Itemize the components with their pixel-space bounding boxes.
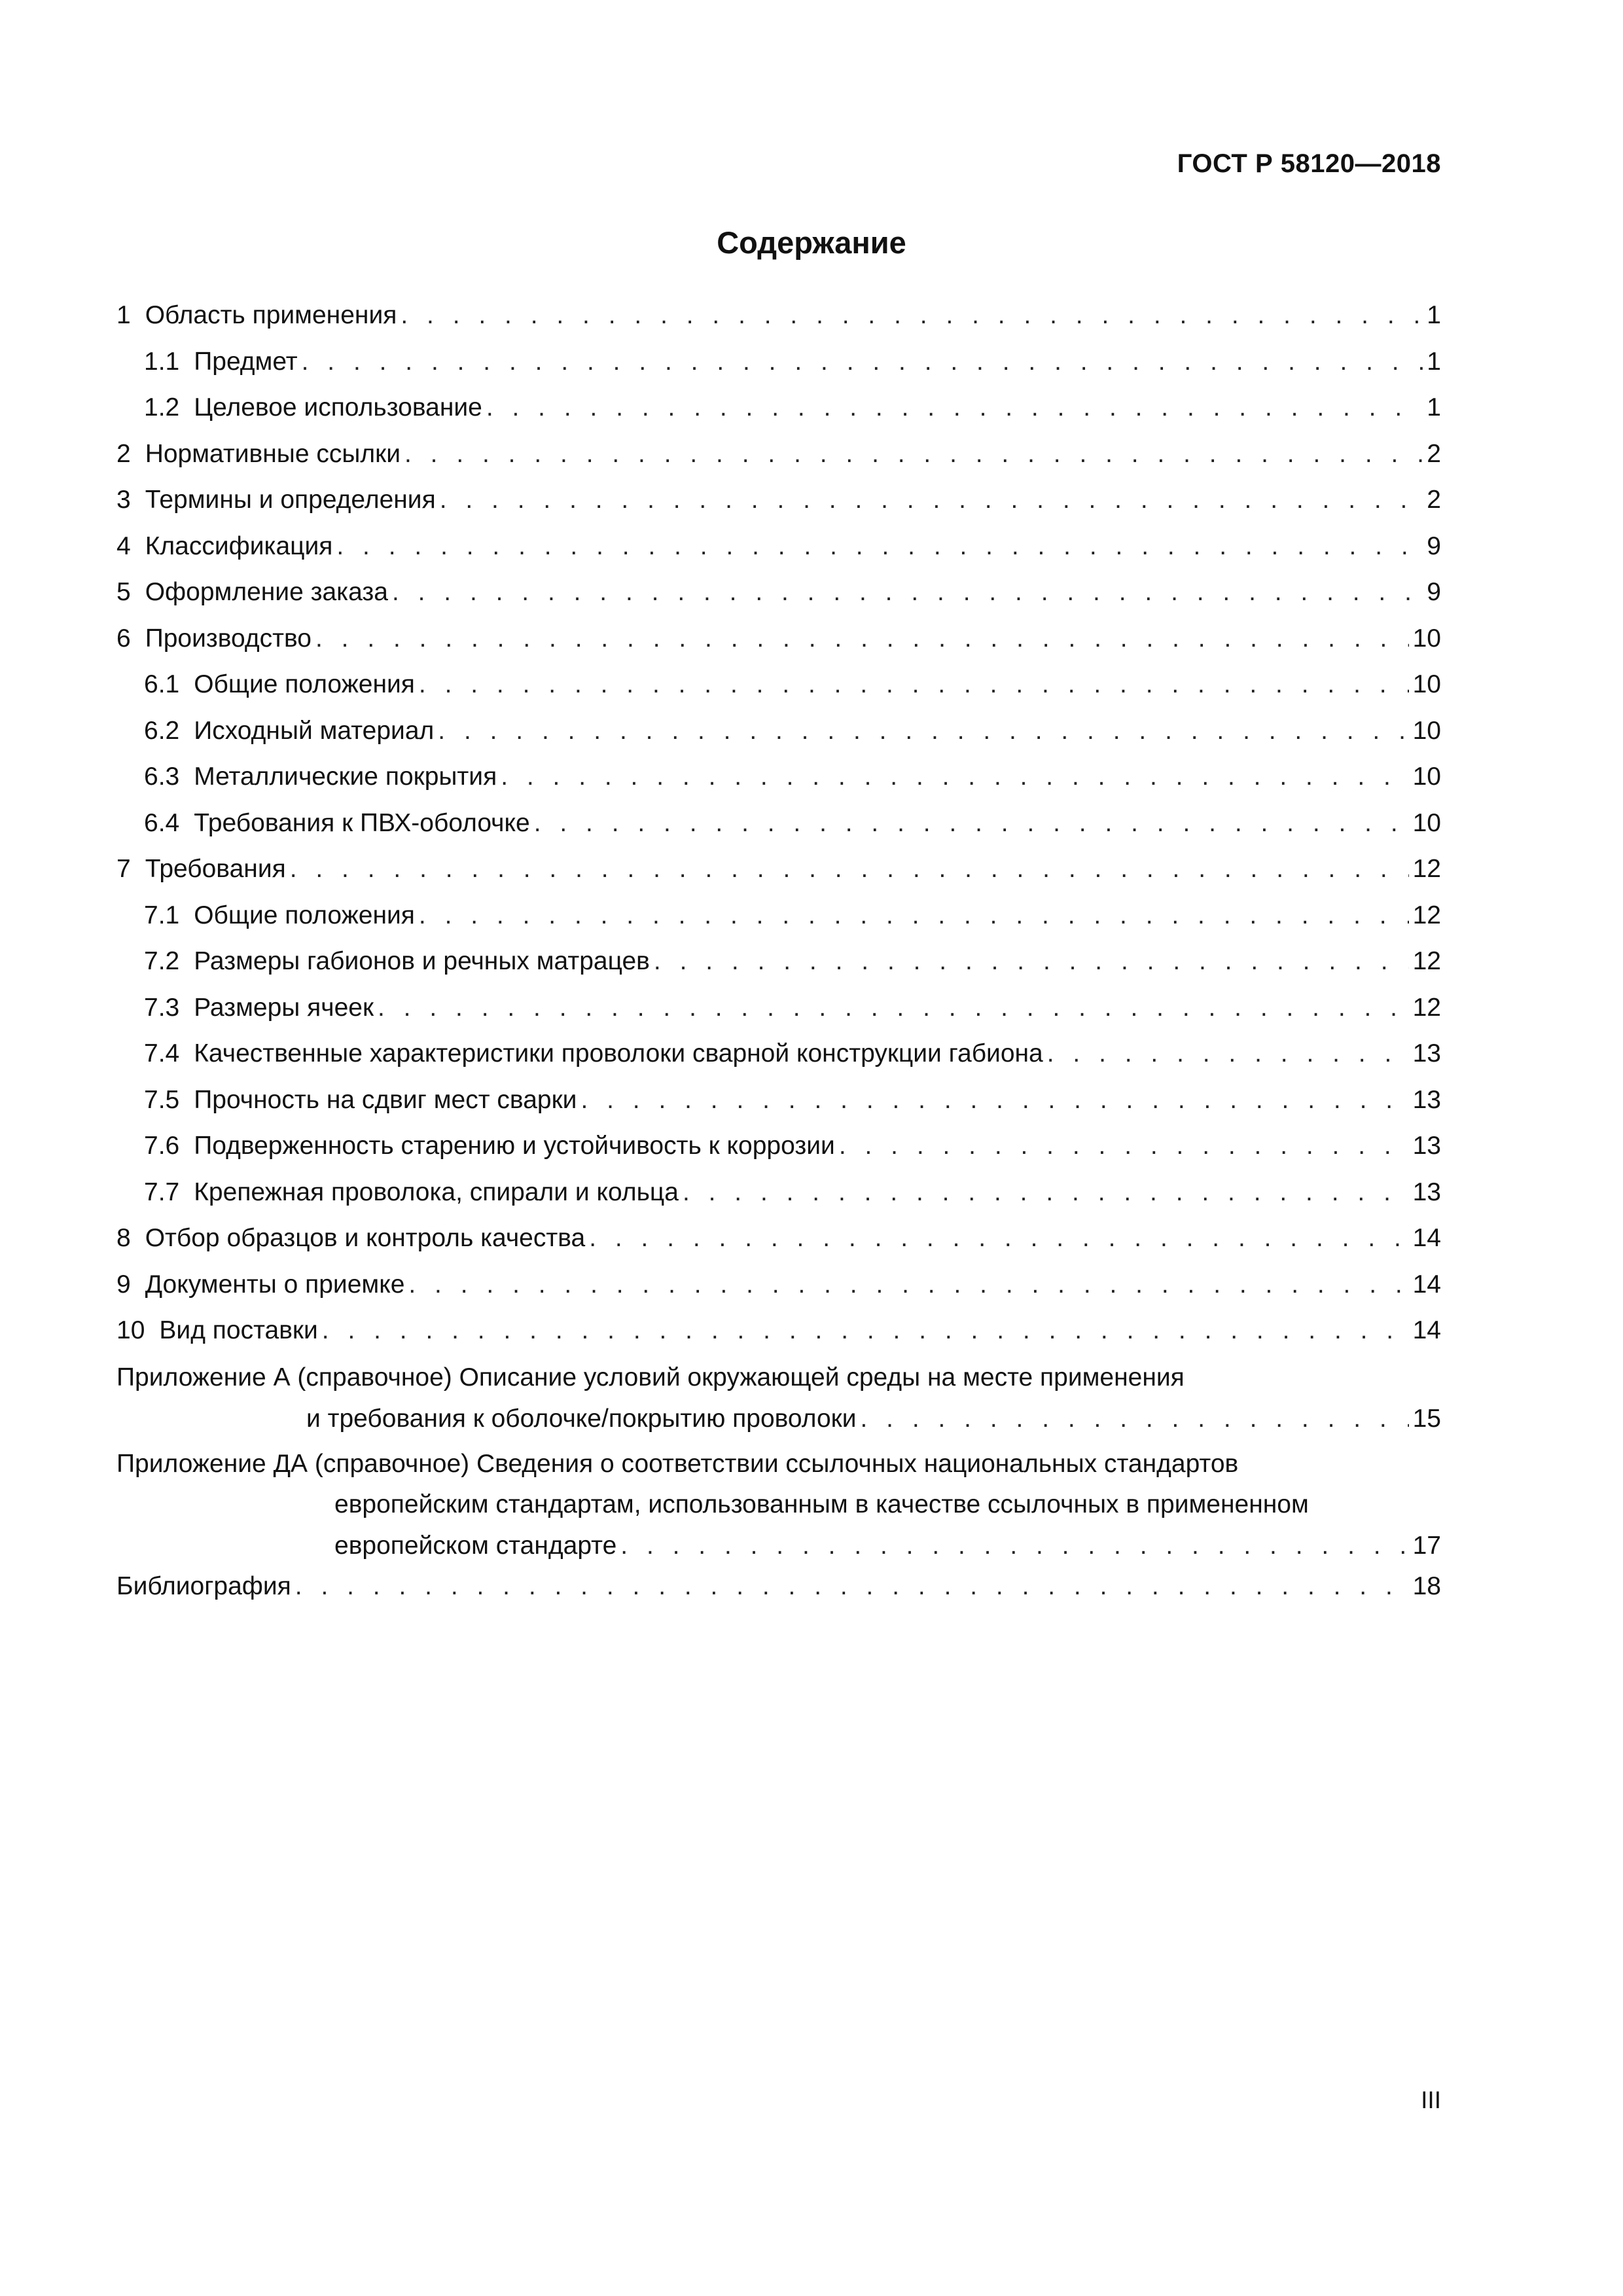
toc-page: 10	[1412, 624, 1441, 653]
toc-label: Металлические покрытия	[194, 762, 497, 791]
toc-page: 13	[1412, 1132, 1441, 1160]
toc-leader	[302, 346, 1423, 377]
toc-annex-da[interactable]	[116, 1444, 1441, 1567]
toc-number: 7.1	[144, 901, 180, 929]
toc-number: 7.3	[144, 993, 180, 1022]
toc-label: Исходный материал	[194, 716, 435, 745]
toc-number: 7.7	[144, 1177, 180, 1206]
toc-page: 14	[1412, 1270, 1441, 1299]
toc-number: 6.3	[144, 762, 180, 791]
toc-leader	[290, 853, 1409, 884]
toc-number: 3	[116, 486, 131, 514]
page-title: Содержание	[717, 225, 906, 260]
toc-item-6[interactable]	[116, 623, 1441, 670]
toc-number: 1.2	[144, 393, 180, 422]
page-number: III	[1421, 2087, 1441, 2113]
toc-page: 1	[1427, 301, 1441, 329]
toc-page: 1	[1427, 347, 1441, 376]
toc-page: 2	[1427, 486, 1441, 514]
toc-label: Размеры габионов и речных матрацев	[194, 947, 650, 975]
toc-label: Крепежная проволока, спирали и кольца	[194, 1177, 679, 1206]
toc-leader	[315, 623, 1409, 654]
toc-number: 4	[116, 531, 131, 560]
toc-label: Нормативные ссылки	[145, 439, 401, 468]
toc-page: 12	[1412, 855, 1441, 883]
toc-item-10[interactable]	[116, 1315, 1441, 1361]
document-code: ГОСТ Р 58120—2018	[1177, 149, 1441, 178]
toc-item-9[interactable]	[116, 1269, 1441, 1316]
toc-item-7-7[interactable]	[144, 1177, 1441, 1223]
annex-title-continuation: европейским стандартам, использованным в качестве ссылочных в примененном	[334, 1490, 1309, 1518]
toc-leader	[322, 1315, 1409, 1346]
toc-item-1[interactable]	[116, 300, 1441, 346]
toc-label: Вид поставки	[159, 1316, 318, 1344]
toc-item-1-2[interactable]	[144, 392, 1441, 439]
toc-leader	[620, 1525, 1408, 1567]
toc-label: Размеры ячеек	[194, 993, 374, 1022]
toc-page: 10	[1412, 808, 1441, 837]
toc-number: 7.6	[144, 1132, 180, 1160]
toc-number: 7.5	[144, 1085, 180, 1114]
toc-item-7-6[interactable]	[144, 1130, 1441, 1177]
toc-leader	[589, 1223, 1408, 1253]
toc-label: Качественные характеристики проволоки сварной конструкции габиона	[194, 1039, 1043, 1067]
toc-number: 1.1	[144, 347, 180, 376]
toc-page: 12	[1412, 901, 1441, 929]
toc-page: 9	[1427, 578, 1441, 606]
toc-item-6-2[interactable]	[144, 715, 1441, 762]
toc-leader	[440, 484, 1423, 515]
toc-page: 14	[1412, 1316, 1441, 1344]
toc-item-6-4[interactable]	[144, 808, 1441, 854]
toc-page: 14	[1412, 1224, 1441, 1252]
toc-label: Требования	[145, 855, 286, 883]
toc-leader	[404, 439, 1423, 469]
toc-item-3[interactable]	[116, 484, 1441, 531]
toc-number: 7.4	[144, 1039, 180, 1067]
toc-item-7-5[interactable]	[144, 1085, 1441, 1131]
table-of-contents	[116, 300, 1441, 1617]
toc-label: Оформление заказа	[145, 578, 388, 606]
toc-item-6-1[interactable]	[144, 669, 1441, 715]
toc-label: Библиография	[116, 1571, 291, 1600]
annex-title-continuation: и требования к оболочке/покрытию проволоки	[306, 1404, 857, 1433]
toc-label: Общие положения	[194, 901, 415, 929]
toc-label: Документы о приемке	[145, 1270, 405, 1299]
toc-leader	[378, 992, 1409, 1023]
toc-page: 13	[1412, 1039, 1441, 1067]
toc-leader	[580, 1085, 1408, 1115]
toc-page: 15	[1412, 1404, 1441, 1433]
toc-leader	[419, 900, 1409, 931]
toc-page: 10	[1412, 670, 1441, 698]
toc-number: 9	[116, 1270, 131, 1299]
toc-item-7-1[interactable]	[144, 900, 1441, 946]
toc-item-4[interactable]	[116, 531, 1441, 577]
toc-page: 1	[1427, 393, 1441, 422]
toc-leader	[295, 1571, 1409, 1602]
toc-number: 5	[116, 578, 131, 606]
toc-leader	[408, 1269, 1408, 1300]
toc-label: Требования к ПВХ-оболочке	[194, 808, 530, 837]
toc-label: Отбор образцов и контроль качества	[145, 1224, 586, 1252]
toc-page: 13	[1412, 1085, 1441, 1114]
toc-leader	[486, 392, 1423, 423]
toc-label: Подверженность старению и устойчивость к коррозии	[194, 1132, 835, 1160]
toc-leader	[336, 531, 1423, 562]
toc-label: Целевое использование	[194, 393, 482, 422]
toc-leader	[654, 946, 1409, 977]
toc-annex-a[interactable]	[116, 1357, 1441, 1440]
toc-leader	[1047, 1038, 1409, 1069]
toc-label: Прочность на сдвиг мест сварки	[194, 1085, 577, 1114]
toc-page: 10	[1412, 762, 1441, 791]
toc-page: 12	[1412, 993, 1441, 1022]
toc-number: 7	[116, 855, 131, 883]
toc-number: 6.1	[144, 670, 180, 698]
toc-number: 8	[116, 1224, 131, 1252]
toc-label: Производство	[145, 624, 312, 653]
annex-title-continuation: европейском стандарте	[334, 1531, 617, 1560]
toc-number: 1	[116, 301, 131, 329]
toc-leader	[419, 669, 1409, 700]
toc-item-7-2[interactable]	[144, 946, 1441, 992]
toc-item-8[interactable]	[116, 1223, 1441, 1269]
toc-label: Область применения	[145, 301, 397, 329]
toc-page: 10	[1412, 716, 1441, 745]
toc-page: 13	[1412, 1177, 1441, 1206]
toc-page: 12	[1412, 947, 1441, 975]
toc-label: Общие положения	[194, 670, 415, 698]
toc-page: 18	[1412, 1571, 1441, 1600]
annex-title-line: Приложение А (справочное) Описание условий окружающей среды на месте применения	[116, 1363, 1185, 1391]
toc-number: 6	[116, 624, 131, 653]
toc-bibliography[interactable]	[116, 1571, 1441, 1617]
toc-number: 6.2	[144, 716, 180, 745]
annex-title-line: Приложение ДА (справочное) Сведения о соответствии ссылочных национальных стандартов	[116, 1449, 1239, 1478]
toc-page: 9	[1427, 531, 1441, 560]
toc-leader	[683, 1177, 1409, 1208]
toc-number: 10	[116, 1316, 145, 1344]
toc-number: 7.2	[144, 947, 180, 975]
toc-item-2[interactable]	[116, 439, 1441, 485]
toc-leader	[401, 300, 1423, 331]
toc-item-7-3[interactable]	[144, 992, 1441, 1039]
toc-item-1-1[interactable]	[144, 346, 1441, 393]
toc-number: 2	[116, 439, 131, 468]
toc-leader	[861, 1398, 1409, 1440]
toc-label: Предмет	[194, 347, 298, 376]
toc-leader	[501, 761, 1408, 792]
toc-item-7-4[interactable]	[144, 1038, 1441, 1085]
toc-label: Термины и определения	[145, 486, 436, 514]
toc-leader	[438, 715, 1408, 746]
toc-label: Классификация	[145, 531, 333, 560]
toc-item-6-3[interactable]	[144, 761, 1441, 808]
toc-leader	[839, 1130, 1409, 1161]
toc-page: 17	[1412, 1531, 1441, 1560]
toc-item-5[interactable]	[116, 577, 1441, 623]
toc-page: 2	[1427, 439, 1441, 468]
toc-leader	[392, 577, 1423, 607]
toc-leader	[534, 808, 1409, 838]
toc-item-7[interactable]	[116, 853, 1441, 900]
toc-number: 6.4	[144, 808, 180, 837]
